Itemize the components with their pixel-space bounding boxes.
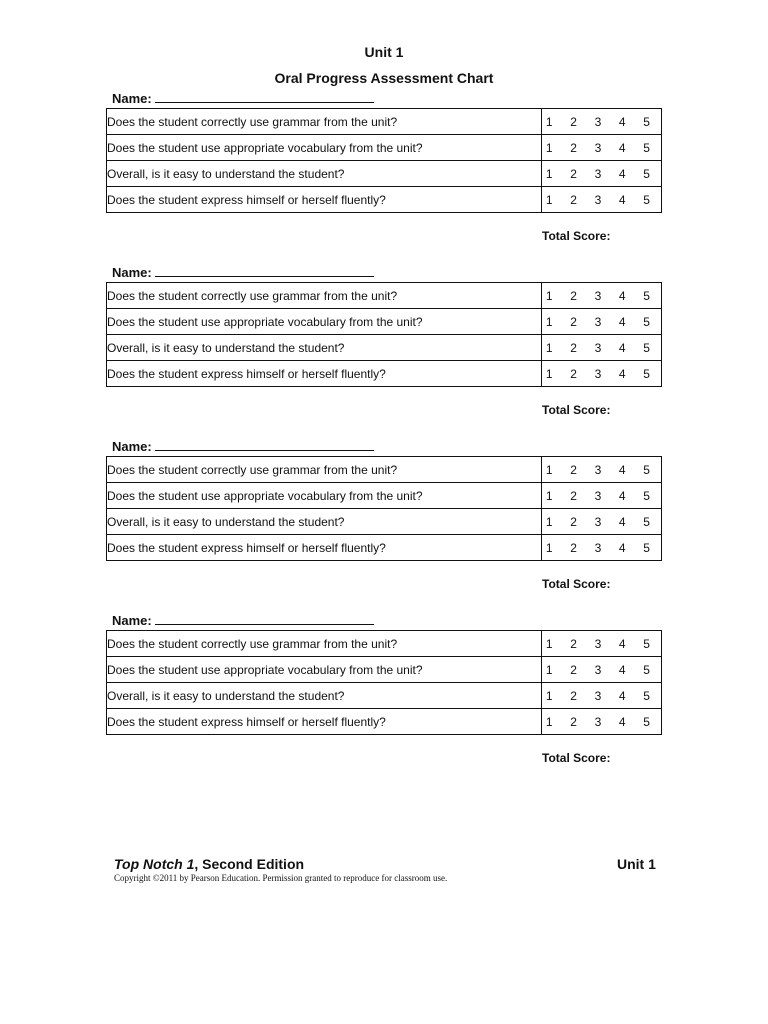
- rating-option[interactable]: 1: [545, 192, 553, 207]
- assessment-table: [106, 282, 662, 387]
- rating-option[interactable]: 3: [594, 488, 602, 503]
- rating-option[interactable]: 4: [618, 340, 626, 355]
- question-text: Does the student express himself or herself fluently?: [107, 535, 542, 561]
- rating-option[interactable]: 3: [594, 114, 602, 129]
- name-blank-line[interactable]: [155, 265, 374, 277]
- table-row: [107, 535, 662, 561]
- rating-scale: [542, 489, 650, 503]
- question-text: Does the student correctly use grammar from the unit?: [107, 283, 542, 309]
- rating-scale-cell: [541, 509, 661, 535]
- rating-scale-cell: [541, 483, 661, 509]
- rating-option[interactable]: 2: [570, 488, 577, 503]
- rating-scale: [542, 515, 650, 529]
- rating-option[interactable]: 5: [643, 288, 650, 303]
- rating-option[interactable]: 4: [618, 636, 626, 651]
- rating-option[interactable]: 1: [545, 114, 553, 129]
- rating-option[interactable]: 5: [643, 540, 650, 555]
- rating-scale-cell: [541, 335, 661, 361]
- name-blank-line[interactable]: [155, 439, 374, 451]
- rating-option[interactable]: 2: [570, 462, 577, 477]
- rating-option[interactable]: 4: [618, 288, 626, 303]
- rating-option[interactable]: 4: [618, 366, 626, 381]
- rating-option[interactable]: 1: [545, 166, 553, 181]
- name-blank-line[interactable]: [155, 91, 374, 103]
- rating-option[interactable]: 4: [618, 140, 626, 155]
- student-name-row: [112, 91, 374, 106]
- rating-option[interactable]: 5: [643, 688, 650, 703]
- table-row: [107, 135, 662, 161]
- rating-option[interactable]: 3: [594, 314, 602, 329]
- table-row: [107, 457, 662, 483]
- name-label: Name:: [112, 439, 152, 454]
- rating-option[interactable]: 1: [545, 488, 553, 503]
- rating-option[interactable]: 1: [545, 288, 553, 303]
- question-text: Does the student use appropriate vocabulary from the unit?: [107, 657, 542, 683]
- rating-scale: [542, 637, 650, 651]
- rating-scale: [542, 167, 650, 181]
- rating-scale-cell: [541, 457, 661, 483]
- rating-option[interactable]: 3: [594, 514, 602, 529]
- table-row: [107, 309, 662, 335]
- table-row: [107, 361, 662, 387]
- table-row: [107, 509, 662, 535]
- rating-scale-cell: [541, 683, 661, 709]
- rating-option[interactable]: 5: [643, 114, 650, 129]
- rating-scale-cell: [541, 187, 661, 213]
- footer-unit: Unit 1: [617, 856, 656, 872]
- rating-option[interactable]: 1: [545, 140, 553, 155]
- table-row: [107, 283, 662, 309]
- rating-scale: [542, 541, 650, 555]
- rating-option[interactable]: 5: [643, 462, 650, 477]
- rating-option[interactable]: 3: [594, 688, 602, 703]
- rating-option[interactable]: 3: [594, 140, 602, 155]
- rating-option[interactable]: 2: [570, 288, 577, 303]
- rating-scale: [542, 663, 650, 677]
- table-row: [107, 631, 662, 657]
- total-score-label: Total Score:: [542, 229, 611, 243]
- rating-scale-cell: [541, 135, 661, 161]
- total-score-label: Total Score:: [542, 403, 611, 417]
- name-label: Name:: [112, 265, 152, 280]
- name-label: Name:: [112, 91, 152, 106]
- rating-scale: [542, 315, 650, 329]
- page-title: Oral Progress Assessment Chart: [274, 70, 494, 86]
- question-text: Does the student use appropriate vocabulary from the unit?: [107, 135, 542, 161]
- rating-option[interactable]: 1: [545, 366, 553, 381]
- rating-option[interactable]: 3: [594, 340, 602, 355]
- unit-heading: Unit 1: [364, 44, 404, 60]
- table-row: [107, 187, 662, 213]
- assessment-table: [106, 456, 662, 561]
- rating-option[interactable]: 4: [618, 462, 626, 477]
- rating-option[interactable]: 2: [570, 166, 577, 181]
- question-text: Overall, is it easy to understand the student?: [107, 161, 542, 187]
- rating-option[interactable]: 5: [643, 140, 650, 155]
- table-row: [107, 161, 662, 187]
- question-text: Does the student correctly use grammar from the unit?: [107, 109, 542, 135]
- rating-option[interactable]: 3: [594, 288, 602, 303]
- rating-option[interactable]: 2: [570, 366, 577, 381]
- rating-option[interactable]: 3: [594, 662, 602, 677]
- rating-option[interactable]: 4: [618, 514, 626, 529]
- table-row: [107, 683, 662, 709]
- question-text: Does the student use appropriate vocabulary from the unit?: [107, 483, 542, 509]
- rating-option[interactable]: 1: [545, 714, 553, 729]
- rating-option[interactable]: 2: [570, 636, 577, 651]
- rating-scale-cell: [541, 109, 661, 135]
- rating-option[interactable]: 4: [618, 488, 626, 503]
- rating-option[interactable]: 5: [643, 166, 650, 181]
- rating-option[interactable]: 3: [594, 366, 602, 381]
- rating-scale-cell: [541, 631, 661, 657]
- table-row: [107, 483, 662, 509]
- rating-option[interactable]: 4: [618, 540, 626, 555]
- rating-option[interactable]: 1: [545, 636, 553, 651]
- student-name-row: [112, 439, 374, 454]
- rating-scale: [542, 463, 650, 477]
- rating-option[interactable]: 2: [570, 340, 577, 355]
- rating-option[interactable]: 2: [570, 192, 577, 207]
- name-blank-line[interactable]: [155, 613, 374, 625]
- rating-option[interactable]: 3: [594, 714, 602, 729]
- name-label: Name:: [112, 613, 152, 628]
- rating-option[interactable]: 2: [570, 662, 577, 677]
- rating-option[interactable]: 1: [545, 662, 553, 677]
- rating-scale-cell: [541, 657, 661, 683]
- rating-option[interactable]: 3: [594, 192, 602, 207]
- rating-option[interactable]: 2: [570, 314, 577, 329]
- rating-scale-cell: [541, 161, 661, 187]
- copyright-notice: Copyright ©2011 by Pearson Education. Permission granted to reproduce for classroom use.: [114, 873, 448, 883]
- rating-option[interactable]: 1: [545, 340, 553, 355]
- rating-option[interactable]: 2: [570, 714, 577, 729]
- rating-scale: [542, 341, 650, 355]
- rating-option[interactable]: 1: [545, 688, 553, 703]
- rating-scale-cell: [541, 361, 661, 387]
- rating-scale: [542, 193, 650, 207]
- assessment-table: [106, 630, 662, 735]
- question-text: Does the student express himself or herself fluently?: [107, 709, 542, 735]
- rating-scale: [542, 715, 650, 729]
- rating-option[interactable]: 1: [545, 540, 553, 555]
- student-name-row: [112, 265, 374, 280]
- table-row: [107, 335, 662, 361]
- rating-option[interactable]: 4: [618, 688, 626, 703]
- rating-option[interactable]: 1: [545, 462, 553, 477]
- footer-book-title: [114, 856, 304, 872]
- rating-option[interactable]: 4: [618, 314, 626, 329]
- rating-scale: [542, 141, 650, 155]
- student-name-row: [112, 613, 374, 628]
- question-text: Does the student express himself or herself fluently?: [107, 187, 542, 213]
- question-text: Overall, is it easy to understand the student?: [107, 335, 542, 361]
- rating-scale: [542, 289, 650, 303]
- rating-option[interactable]: 1: [545, 314, 553, 329]
- rating-scale-cell: [541, 283, 661, 309]
- rating-option[interactable]: 5: [643, 714, 650, 729]
- rating-option[interactable]: 4: [618, 192, 626, 207]
- rating-scale: [542, 367, 650, 381]
- rating-option[interactable]: 5: [643, 514, 650, 529]
- rating-scale-cell: [541, 535, 661, 561]
- rating-option[interactable]: 5: [643, 636, 650, 651]
- table-row: [107, 657, 662, 683]
- rating-option[interactable]: 2: [570, 688, 577, 703]
- rating-option[interactable]: 5: [643, 662, 650, 677]
- rating-option[interactable]: 5: [643, 366, 650, 381]
- question-text: Does the student use appropriate vocabulary from the unit?: [107, 309, 542, 335]
- question-text: Does the student correctly use grammar from the unit?: [107, 631, 542, 657]
- rating-option[interactable]: 4: [618, 662, 626, 677]
- rating-option[interactable]: 3: [594, 166, 602, 181]
- rating-option[interactable]: 3: [594, 636, 602, 651]
- rating-option[interactable]: 4: [618, 166, 626, 181]
- rating-option[interactable]: 1: [545, 514, 553, 529]
- rating-option[interactable]: 2: [570, 140, 577, 155]
- rating-option[interactable]: 4: [618, 114, 626, 129]
- table-row: [107, 109, 662, 135]
- rating-option[interactable]: 5: [643, 488, 650, 503]
- question-text: Does the student express himself or herself fluently?: [107, 361, 542, 387]
- rating-scale: [542, 115, 650, 129]
- question-text: Does the student correctly use grammar from the unit?: [107, 457, 542, 483]
- rating-option[interactable]: 4: [618, 714, 626, 729]
- rating-option[interactable]: 5: [643, 314, 650, 329]
- total-score-label: Total Score:: [542, 577, 611, 591]
- assessment-table: [106, 108, 662, 213]
- total-score-label: Total Score:: [542, 751, 611, 765]
- rating-option[interactable]: 5: [643, 340, 650, 355]
- rating-scale-cell: [541, 309, 661, 335]
- question-text: Overall, is it easy to understand the student?: [107, 509, 542, 535]
- book-edition: , Second Edition: [194, 856, 305, 872]
- rating-option[interactable]: 2: [570, 540, 577, 555]
- book-title: Top Notch 1: [114, 856, 195, 872]
- rating-scale: [542, 689, 650, 703]
- rating-option[interactable]: 3: [594, 540, 602, 555]
- rating-option[interactable]: 5: [643, 192, 650, 207]
- rating-option[interactable]: 2: [570, 114, 577, 129]
- rating-option[interactable]: 3: [594, 462, 602, 477]
- table-row: [107, 709, 662, 735]
- rating-scale-cell: [541, 709, 661, 735]
- question-text: Overall, is it easy to understand the student?: [107, 683, 542, 709]
- rating-option[interactable]: 2: [570, 514, 577, 529]
